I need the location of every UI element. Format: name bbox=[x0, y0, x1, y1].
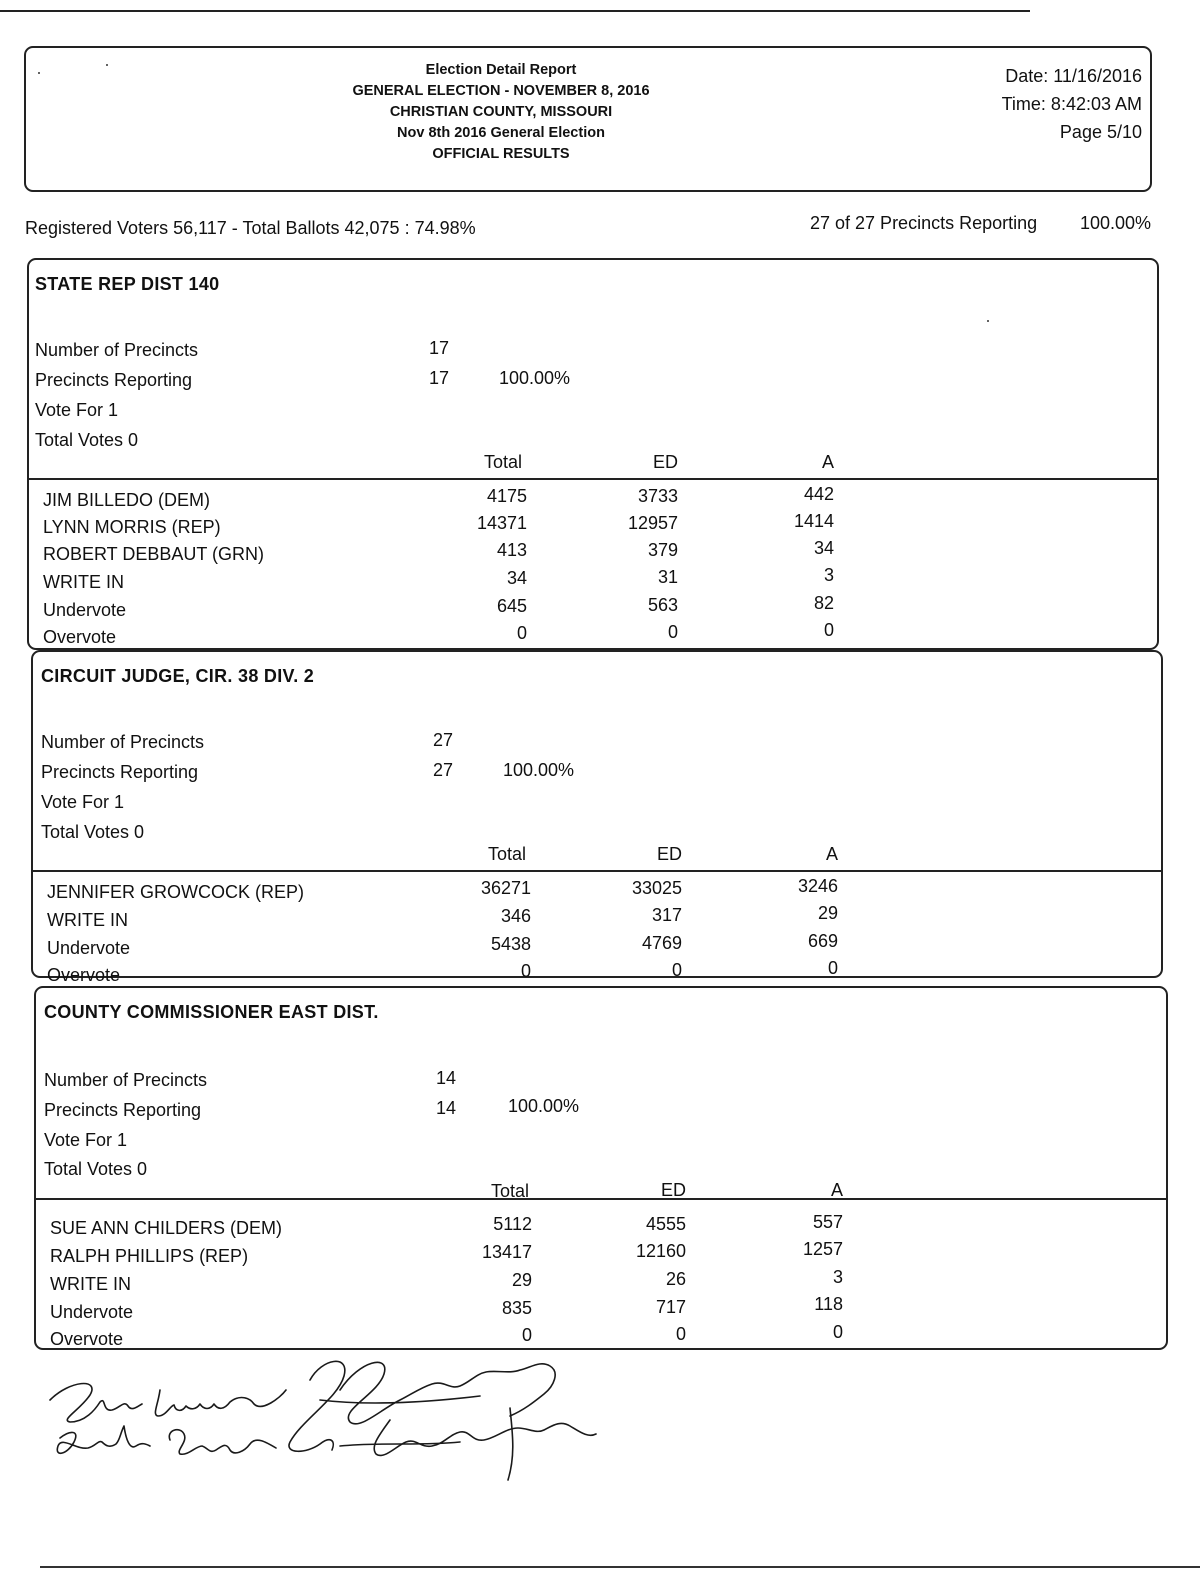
col-header-total: Total bbox=[487, 844, 526, 864]
precincts-reporting-label: Precincts Reporting bbox=[41, 762, 199, 782]
vote-a: 3 bbox=[832, 1267, 843, 1287]
report-date: Date: 11/16/2016 bbox=[1005, 66, 1142, 86]
candidate-name: RALPH PHILLIPS (REP) bbox=[50, 1246, 249, 1266]
num-precincts-label: Number of Precincts bbox=[41, 732, 205, 752]
top-rule bbox=[0, 10, 1030, 12]
vote-a: 557 bbox=[812, 1212, 843, 1232]
vote-total: 0 bbox=[521, 1325, 532, 1345]
vote-total: 36271 bbox=[480, 878, 531, 898]
vote-a: 0 bbox=[832, 1322, 843, 1342]
candidate-name: WRITE IN bbox=[50, 1274, 131, 1294]
vote-ed: 717 bbox=[655, 1297, 686, 1317]
vote-total: 5438 bbox=[490, 934, 531, 954]
county-name: CHRISTIAN COUNTY, MISSOURI bbox=[389, 104, 613, 120]
precincts-reporting-value: 27 bbox=[433, 760, 454, 780]
candidate-name: Undervote bbox=[43, 600, 127, 620]
contest-circuit-judge bbox=[31, 650, 1163, 985]
vote-ed: 31 bbox=[657, 567, 678, 587]
report-header bbox=[24, 46, 1152, 192]
precincts-reporting-text: 27 of 27 Precincts Reporting bbox=[810, 213, 1038, 233]
vote-for-label: Vote For 1 bbox=[35, 400, 119, 420]
total-votes-label: Total Votes 0 bbox=[44, 1159, 148, 1179]
candidate-name: Overvote bbox=[50, 1329, 124, 1349]
precincts-reporting-pct: 100.00% bbox=[499, 368, 571, 388]
vote-a: 669 bbox=[807, 931, 838, 951]
contest-title: CIRCUIT JUDGE, CIR. 38 DIV. 2 bbox=[41, 666, 315, 686]
total-votes-label: Total Votes 0 bbox=[41, 822, 145, 842]
vote-a: 34 bbox=[813, 538, 834, 558]
vote-a: 1257 bbox=[802, 1239, 843, 1259]
col-header-ed: ED bbox=[656, 844, 682, 864]
vote-a: 29 bbox=[817, 903, 838, 923]
report-title-block bbox=[316, 60, 686, 165]
precincts-reporting-pct: 100.00% bbox=[508, 1096, 580, 1116]
vote-total: 34 bbox=[506, 568, 527, 588]
vote-total: 0 bbox=[516, 623, 527, 643]
col-header-ed: ED bbox=[652, 452, 678, 472]
vote-ed: 563 bbox=[647, 595, 678, 615]
vote-total: 0 bbox=[520, 961, 531, 981]
vote-ed: 0 bbox=[671, 960, 682, 980]
vote-a: 0 bbox=[827, 958, 838, 978]
candidate-name: WRITE IN bbox=[43, 572, 124, 592]
candidate-name: LYNN MORRIS (REP) bbox=[43, 517, 221, 537]
vote-total: 645 bbox=[496, 596, 527, 616]
scan-speck bbox=[987, 320, 989, 322]
report-title: Election Detail Report bbox=[425, 62, 577, 78]
vote-ed: 33025 bbox=[631, 878, 682, 898]
election-name: Nov 8th 2016 General Election bbox=[397, 125, 605, 141]
candidate-name: Overvote bbox=[43, 627, 117, 647]
vote-for-label: Vote For 1 bbox=[44, 1130, 128, 1150]
precincts-reporting-pct: 100.00% bbox=[503, 760, 575, 780]
vote-total: 5112 bbox=[493, 1214, 532, 1234]
vote-a: 82 bbox=[813, 593, 834, 613]
col-header-a: A bbox=[830, 1180, 843, 1200]
vote-a: 442 bbox=[803, 484, 834, 504]
vote-ed: 26 bbox=[665, 1269, 686, 1289]
candidate-name: Undervote bbox=[47, 938, 131, 958]
num-precincts-value: 17 bbox=[429, 338, 450, 358]
vote-a: 3246 bbox=[797, 876, 838, 896]
vote-ed: 4769 bbox=[641, 933, 682, 953]
election-title: GENERAL ELECTION - NOVEMBER 8, 2016 bbox=[352, 83, 650, 99]
candidate-name: WRITE IN bbox=[47, 910, 128, 930]
table-divider bbox=[33, 870, 1161, 872]
vote-a: 118 bbox=[814, 1294, 843, 1314]
precinct-summary bbox=[810, 213, 1152, 234]
vote-total: 346 bbox=[500, 906, 531, 926]
vote-ed: 12160 bbox=[635, 1241, 686, 1261]
total-votes-label: Total Votes 0 bbox=[35, 430, 139, 450]
candidate-name: Undervote bbox=[50, 1302, 134, 1322]
candidate-name: ROBERT DEBBAUT (GRN) bbox=[43, 544, 265, 564]
results-status: OFFICIAL RESULTS bbox=[432, 146, 570, 162]
contest-title: STATE REP DIST 140 bbox=[35, 274, 220, 294]
vote-ed: 4555 bbox=[645, 1214, 686, 1234]
vote-ed: 317 bbox=[651, 905, 682, 925]
vote-a: 0 bbox=[823, 620, 834, 640]
num-precincts-value: 27 bbox=[433, 730, 454, 750]
col-header-ed: ED bbox=[660, 1180, 686, 1200]
vote-total: 13417 bbox=[481, 1242, 532, 1262]
vote-total: 29 bbox=[511, 1270, 532, 1290]
table-divider bbox=[29, 478, 1157, 480]
table-divider bbox=[36, 1198, 1166, 1200]
vote-for-label: Vote For 1 bbox=[41, 792, 125, 812]
report-time: Time: 8:42:03 AM bbox=[1001, 94, 1142, 114]
vote-total: 413 bbox=[496, 540, 527, 560]
vote-ed: 0 bbox=[667, 622, 678, 642]
vote-ed: 379 bbox=[647, 540, 678, 560]
contest-county-commissioner-east bbox=[34, 986, 1168, 1350]
bottom-rule bbox=[40, 1566, 1200, 1568]
signatures bbox=[40, 1350, 600, 1490]
precincts-reporting-label: Precincts Reporting bbox=[44, 1100, 202, 1120]
candidate-name: JENNIFER GROWCOCK (REP) bbox=[47, 882, 305, 902]
contest-state-rep-140 bbox=[27, 258, 1159, 650]
vote-total: 14371 bbox=[476, 513, 527, 533]
candidate-name: JIM BILLEDO (DEM) bbox=[43, 490, 211, 510]
precincts-reporting-value: 17 bbox=[429, 368, 450, 388]
precincts-reporting-value: 14 bbox=[436, 1098, 457, 1118]
vote-ed: 0 bbox=[675, 1324, 686, 1344]
vote-ed: 12957 bbox=[627, 513, 678, 533]
scan-speck bbox=[38, 72, 40, 74]
num-precincts-label: Number of Precincts bbox=[35, 340, 199, 360]
num-precincts-value: 14 bbox=[436, 1068, 457, 1088]
col-header-total: Total bbox=[490, 1181, 529, 1201]
col-header-total: Total bbox=[483, 452, 522, 472]
vote-ed: 3733 bbox=[637, 486, 678, 506]
candidate-name: SUE ANN CHILDERS (DEM) bbox=[50, 1218, 283, 1238]
vote-a: 3 bbox=[823, 565, 834, 585]
col-header-a: A bbox=[821, 452, 834, 472]
candidate-name: Overvote bbox=[47, 965, 121, 985]
precincts-reporting-label: Precincts Reporting bbox=[35, 370, 193, 390]
scan-speck bbox=[106, 64, 108, 66]
vote-total: 835 bbox=[501, 1298, 532, 1318]
precincts-reporting-pct: 100.00% bbox=[1080, 213, 1152, 233]
page-number: Page 5/10 bbox=[1059, 122, 1142, 142]
col-header-a: A bbox=[825, 844, 838, 864]
voter-summary: Registered Voters 56,117 - Total Ballots 42,075 : 74.98% bbox=[25, 218, 476, 238]
num-precincts-label: Number of Precincts bbox=[44, 1070, 208, 1090]
vote-total: 4175 bbox=[486, 486, 527, 506]
report-meta bbox=[922, 62, 1142, 146]
contest-title: COUNTY COMMISSIONER EAST DIST. bbox=[44, 1002, 379, 1022]
vote-a: 1414 bbox=[793, 511, 834, 531]
